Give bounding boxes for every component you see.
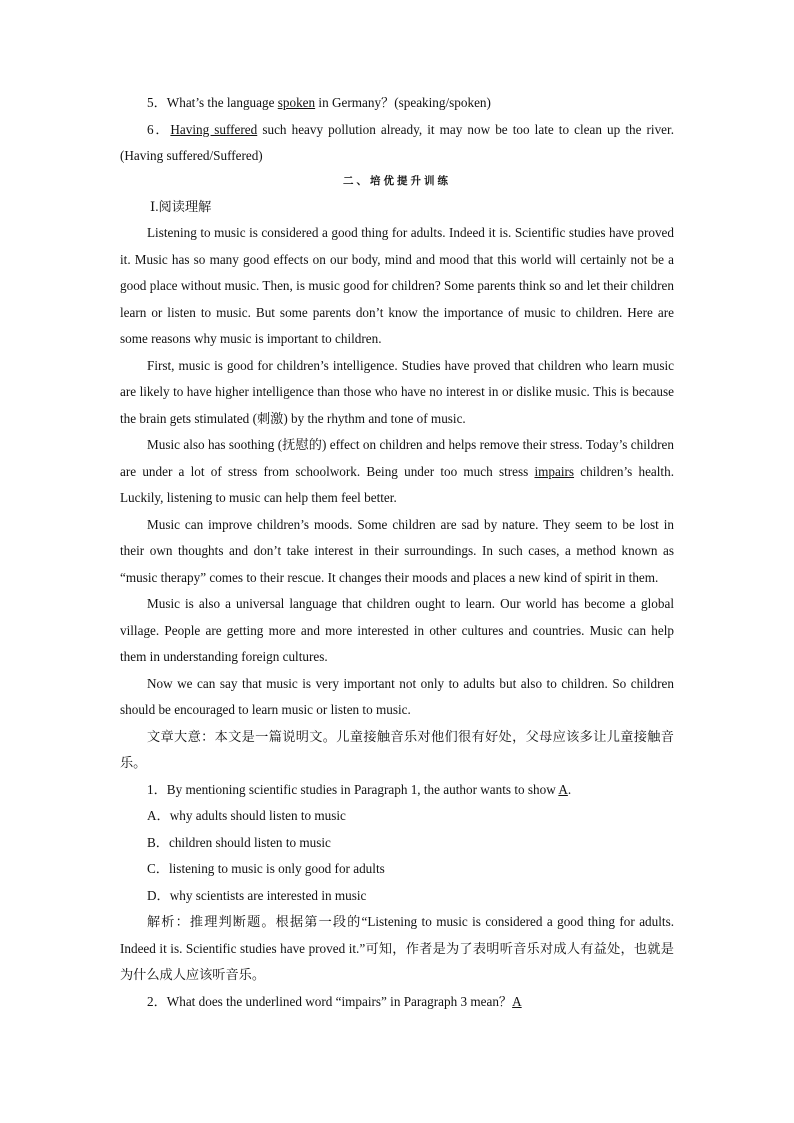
passage-paragraph-1: Listening to music is considered a good thing for adults. Indeed it is. Scientific studies have proved it. Music has so many good effects on our body, mind and mood that this world will certainly not be a good place without music. Then, is music good for children? Some parents think so and let their children learn or listen to music. But some parents don’t know the importance of music to children. Here are some reasons why music is important to children. bbox=[120, 225, 674, 346]
answer-letter: A bbox=[558, 781, 568, 797]
answer-blank: spoken bbox=[277, 95, 316, 110]
option-c: C．listening to music is only good for adults bbox=[147, 861, 385, 876]
question-2-stem: 2．What does the underlined word “impairs” in Paragraph 3 mean？A bbox=[147, 993, 522, 1009]
underlined-word: impairs bbox=[534, 463, 575, 479]
section-title: 二、培优提升训练 bbox=[343, 175, 451, 187]
passage-paragraph-6: Now we can say that music is very important not only to adults but also to children. So children should be encouraged to learn music or listen to music. bbox=[120, 675, 674, 717]
passage-paragraph-3: Music also has soothing (抚慰的) effect on children and helps remove their stress. Today’s children are under a lot of stress from schoolwork. Being under too much stress impairs children’s health. Luckily, listening to music can help them feel better. bbox=[120, 437, 674, 505]
passage-paragraph-5: Music is also a universal language that children ought to learn. Our world has become a global village. People are getting more and more interested in other cultures and countries. Music can help them in understanding foreign cultures. bbox=[120, 596, 674, 664]
passage-paragraph-2: First, music is good for children’s intelligence. Studies have proved that children who learn music are likely to have higher intelligence than those who have no interest in or dislike music. This is because the brain gets stimulated (刺激) by the rhythm and tone of music. bbox=[120, 357, 674, 426]
question-5: 5．What’s the language spoken in Germany？(speaking/spoken) bbox=[147, 95, 491, 110]
document-page bbox=[120, 90, 674, 1015]
answer-letter: A bbox=[512, 993, 522, 1009]
article-summary: 文章大意：本文是一篇说明文。儿童接触音乐对他们很有好处，父母应该多让儿童接触音乐。 bbox=[120, 728, 674, 770]
part-title: Ⅰ.阅读理解 bbox=[150, 198, 212, 214]
question-1-stem: 1．By mentioning scientific studies in Paragraph 1, the author wants to show A. bbox=[147, 781, 572, 797]
answer-blank: Having suffered bbox=[170, 121, 258, 137]
option-a: A．why adults should listen to music bbox=[147, 808, 346, 823]
question-6: 6．Having suffered such heavy pollution already, it may now be too late to clean up the river.(Having suffered/Suffered) bbox=[120, 121, 674, 163]
passage-paragraph-4: Music can improve children’s moods. Some children are sad by nature. They seem to be lost in their own thoughts and don’t take interest in their surroundings. In such cases, a method known as “music therapy” comes to their rescue. It changes their moods and places a new kind of spirit in them. bbox=[120, 516, 674, 585]
option-d: D．why scientists are interested in music bbox=[147, 887, 367, 903]
question-1-explanation: 解析：推理判断题。根据第一段的“Listening to music is considered a good thing for adults. Indeed it is. Scientific studies have proved it.”可知，作者是为了表明听音乐对成人有益处，也就是为什么成人应该听音乐。 bbox=[120, 914, 674, 982]
option-b: B．children should listen to music bbox=[147, 834, 331, 850]
